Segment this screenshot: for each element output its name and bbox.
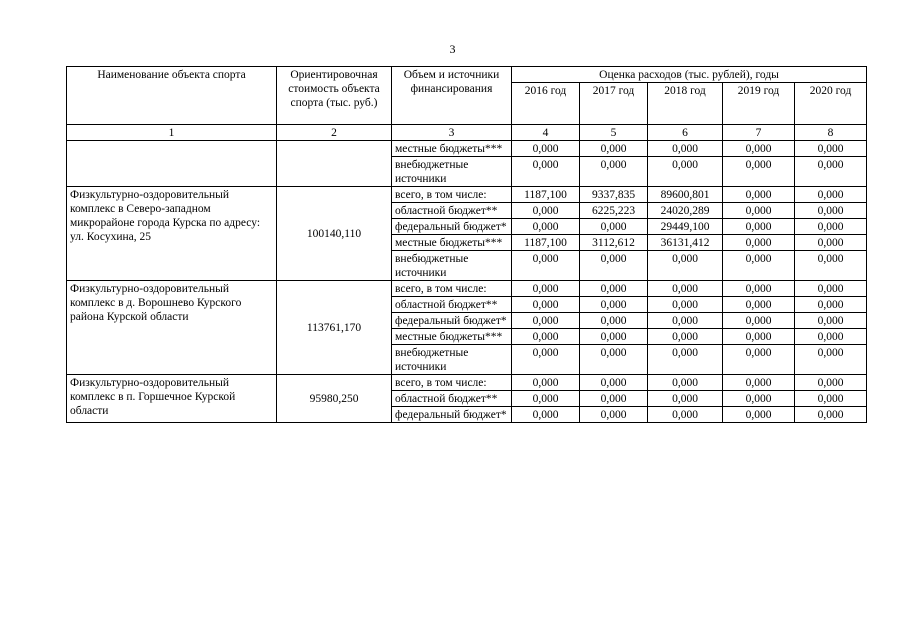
value-cell: 0,000	[723, 329, 795, 345]
value-cell: 0,000	[723, 375, 795, 391]
value-cell: 0,000	[512, 345, 580, 375]
value-cell: 0,000	[723, 157, 795, 187]
column-index: 2	[277, 125, 392, 141]
column-index: 6	[648, 125, 723, 141]
source-cell: местные бюджеты***	[392, 141, 512, 157]
object-name-cell: Физкультурно-оздоровительный комплекс в д. Ворошнево Курского района Курской области	[67, 281, 277, 375]
page-number: 3	[449, 42, 456, 56]
value-cell: 0,000	[648, 407, 723, 423]
source-cell: всего, в том числе:	[392, 281, 512, 297]
index-row	[67, 125, 867, 141]
value-cell: 0,000	[512, 375, 580, 391]
value-cell: 0,000	[795, 219, 867, 235]
value-cell: 0,000	[512, 407, 580, 423]
value-cell: 0,000	[512, 219, 580, 235]
value-cell: 0,000	[795, 345, 867, 375]
value-cell: 0,000	[795, 203, 867, 219]
source-cell: областной бюджет**	[392, 391, 512, 407]
value-cell: 0,000	[723, 345, 795, 375]
value-cell: 0,000	[795, 141, 867, 157]
value-cell: 0,000	[580, 141, 648, 157]
value-cell: 0,000	[648, 313, 723, 329]
header-name: Наименование объекта спорта	[67, 67, 277, 125]
table-row	[67, 187, 867, 203]
value-cell: 0,000	[512, 313, 580, 329]
value-cell: 0,000	[795, 375, 867, 391]
source-cell: местные бюджеты***	[392, 235, 512, 251]
value-cell: 0,000	[580, 281, 648, 297]
source-cell: внебюджетные источники	[392, 157, 512, 187]
value-cell: 0,000	[723, 219, 795, 235]
value-cell: 0,000	[512, 141, 580, 157]
value-cell: 0,000	[512, 251, 580, 281]
value-cell: 0,000	[795, 187, 867, 203]
value-cell: 1187,100	[512, 235, 580, 251]
value-cell: 0,000	[723, 297, 795, 313]
column-index: 4	[512, 125, 580, 141]
header-source: Объем и источники финансирования	[392, 67, 512, 125]
value-cell: 0,000	[512, 329, 580, 345]
financing-table	[66, 66, 867, 423]
source-cell: федеральный бюджет*	[392, 407, 512, 423]
source-cell: федеральный бюджет*	[392, 313, 512, 329]
value-cell: 0,000	[723, 203, 795, 219]
table-row	[67, 375, 867, 391]
column-index: 3	[392, 125, 512, 141]
value-cell: 0,000	[512, 297, 580, 313]
value-cell: 0,000	[648, 345, 723, 375]
value-cell: 0,000	[795, 329, 867, 345]
value-cell: 0,000	[795, 313, 867, 329]
value-cell: 0,000	[723, 235, 795, 251]
value-cell: 0,000	[580, 345, 648, 375]
object-cost-cell	[277, 141, 392, 187]
value-cell: 0,000	[648, 391, 723, 407]
value-cell: 24020,289	[648, 203, 723, 219]
value-cell: 0,000	[580, 157, 648, 187]
value-cell: 0,000	[723, 407, 795, 423]
value-cell: 0,000	[795, 407, 867, 423]
value-cell: 36131,412	[648, 235, 723, 251]
object-name-cell	[67, 141, 277, 187]
value-cell: 0,000	[648, 157, 723, 187]
value-cell: 0,000	[723, 391, 795, 407]
value-cell: 0,000	[648, 281, 723, 297]
header-year: 2018 год	[648, 83, 723, 125]
column-index: 1	[67, 125, 277, 141]
value-cell: 0,000	[795, 157, 867, 187]
value-cell: 0,000	[580, 251, 648, 281]
value-cell: 1187,100	[512, 187, 580, 203]
object-cost-cell: 95980,250	[277, 375, 392, 423]
value-cell: 0,000	[795, 235, 867, 251]
header-year: 2017 год	[580, 83, 648, 125]
value-cell: 0,000	[512, 203, 580, 219]
value-cell: 0,000	[723, 187, 795, 203]
object-cost-cell: 100140,110	[277, 187, 392, 281]
value-cell: 0,000	[580, 375, 648, 391]
value-cell: 0,000	[648, 141, 723, 157]
source-cell: областной бюджет**	[392, 203, 512, 219]
header-cost: Ориентировочная стоимость объекта спорта (тыс. руб.)	[277, 67, 392, 125]
value-cell: 0,000	[648, 297, 723, 313]
value-cell: 0,000	[580, 313, 648, 329]
column-index: 5	[580, 125, 648, 141]
value-cell: 0,000	[795, 391, 867, 407]
header-estimate: Оценка расходов (тыс. рублей), годы	[512, 67, 867, 83]
value-cell: 0,000	[795, 297, 867, 313]
value-cell: 0,000	[580, 297, 648, 313]
value-cell: 0,000	[795, 281, 867, 297]
value-cell: 0,000	[580, 407, 648, 423]
value-cell: 0,000	[512, 157, 580, 187]
value-cell: 0,000	[580, 391, 648, 407]
value-cell: 0,000	[795, 251, 867, 281]
value-cell: 0,000	[723, 141, 795, 157]
source-cell: всего, в том числе:	[392, 375, 512, 391]
source-cell: местные бюджеты***	[392, 329, 512, 345]
table-row	[67, 141, 867, 157]
value-cell: 0,000	[648, 375, 723, 391]
table-row	[67, 281, 867, 297]
source-cell: федеральный бюджет*	[392, 219, 512, 235]
value-cell: 29449,100	[648, 219, 723, 235]
source-cell: областной бюджет**	[392, 297, 512, 313]
object-name-cell: Физкультурно-оздоровительный комплекс в Северо-западном микрорайоне города Курска по адресу: ул. Косухина, 25	[67, 187, 277, 281]
value-cell: 0,000	[723, 313, 795, 329]
value-cell: 9337,835	[580, 187, 648, 203]
header-year: 2020 год	[795, 83, 867, 125]
value-cell: 0,000	[580, 219, 648, 235]
source-cell: всего, в том числе:	[392, 187, 512, 203]
object-name-cell: Физкультурно-оздоровительный комплекс в п. Горшечное Курской области	[67, 375, 277, 423]
value-cell: 0,000	[512, 281, 580, 297]
source-cell: внебюджетные источники	[392, 251, 512, 281]
value-cell: 0,000	[580, 329, 648, 345]
value-cell: 6225,223	[580, 203, 648, 219]
value-cell: 0,000	[723, 251, 795, 281]
header-year: 2019 год	[723, 83, 795, 125]
source-cell: внебюджетные источники	[392, 345, 512, 375]
header-year: 2016 год	[512, 83, 580, 125]
value-cell: 3112,612	[580, 235, 648, 251]
column-index: 7	[723, 125, 795, 141]
value-cell: 0,000	[648, 329, 723, 345]
value-cell: 89600,801	[648, 187, 723, 203]
column-index: 8	[795, 125, 867, 141]
value-cell: 0,000	[648, 251, 723, 281]
value-cell: 0,000	[723, 281, 795, 297]
object-cost-cell: 113761,170	[277, 281, 392, 375]
value-cell: 0,000	[512, 391, 580, 407]
